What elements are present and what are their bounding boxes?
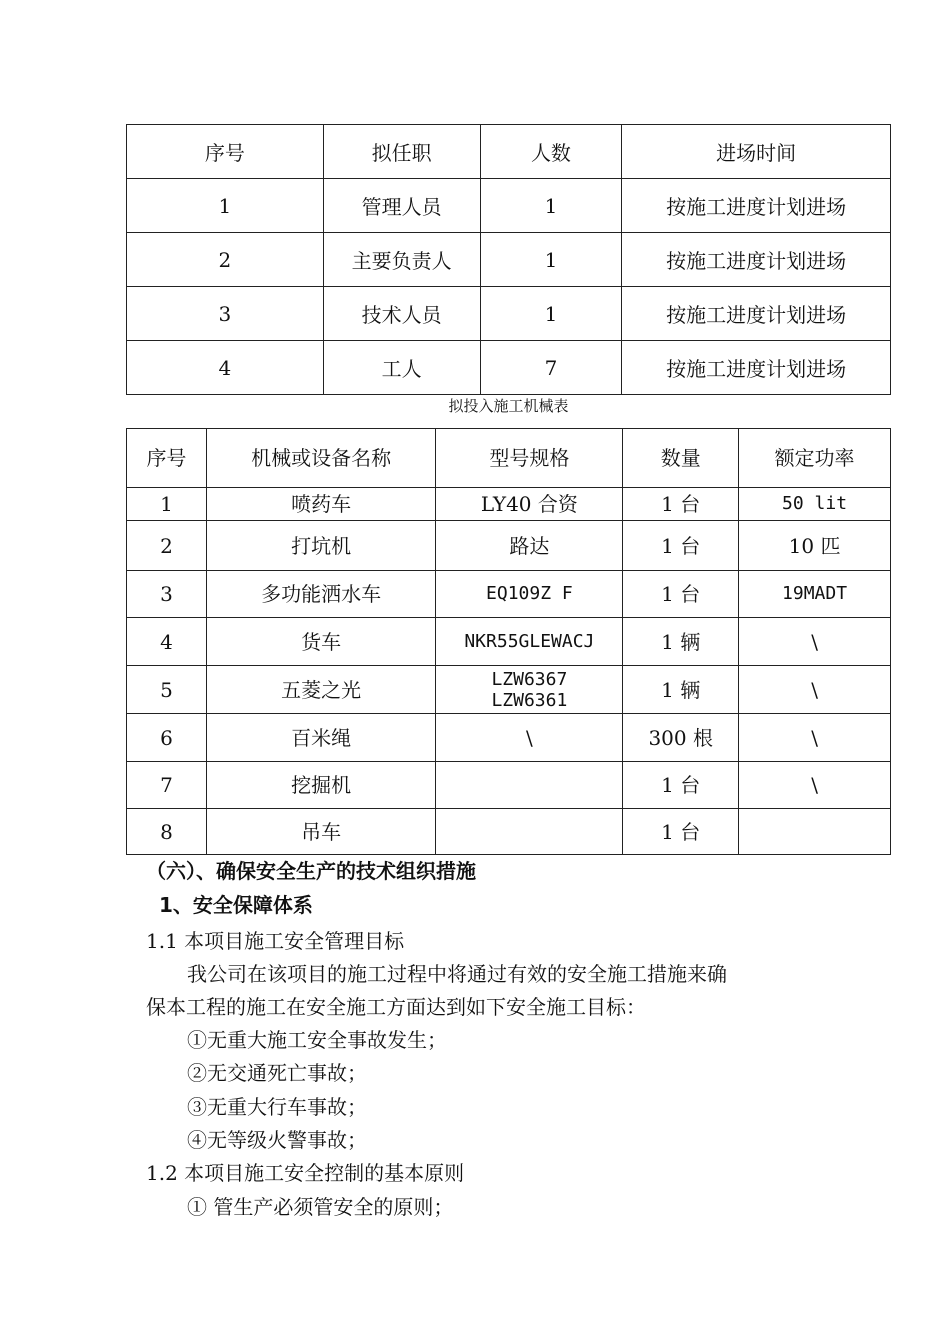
table-cell: 1: [480, 287, 622, 341]
table-cell: 1 辆: [623, 618, 739, 666]
table-cell: 19MADT: [739, 571, 891, 618]
machine-table: [126, 428, 891, 855]
staff-table-header-row: [127, 125, 891, 179]
paragraph-line: 保本工程的施工在安全施工方面达到如下安全施工目标：: [146, 995, 646, 1019]
table-cell: 工人: [323, 341, 480, 395]
table-row: [127, 714, 891, 762]
section-heading-6: （六）、确保安全生产的技术组织措施: [146, 859, 476, 883]
table-cell: 1: [480, 179, 622, 233]
table-cell: 1 台: [623, 809, 739, 855]
table-cell: \: [739, 714, 891, 762]
table-cell: 百米绳: [206, 714, 436, 762]
table-cell: 五菱之光: [206, 666, 436, 714]
table-cell: [436, 762, 623, 809]
table-cell: 多功能洒水车: [206, 571, 436, 618]
table-cell: 1: [480, 233, 622, 287]
table-cell: 300 根: [623, 714, 739, 762]
machine-header-cell: 机械或设备名称: [206, 429, 436, 488]
table-row: [127, 179, 891, 233]
table-cell: \: [739, 762, 891, 809]
table-row: [127, 287, 891, 341]
table-cell: 管理人员: [323, 179, 480, 233]
staff-header-cell: 序号: [127, 125, 324, 179]
subsection-heading-1-1: 1.1 本项目施工安全管理目标: [146, 929, 405, 953]
table-cell: 吊车: [206, 809, 436, 855]
table-cell: 按施工进度计划进场: [622, 179, 891, 233]
table-cell: 挖掘机: [206, 762, 436, 809]
machine-header-cell: 数量: [623, 429, 739, 488]
table-row: [127, 762, 891, 809]
table-cell: 4: [127, 341, 324, 395]
table-cell: 10 匹: [739, 521, 891, 571]
table-cell: 8: [127, 809, 207, 855]
table-cell: 1 台: [623, 571, 739, 618]
table-cell: 主要负责人: [323, 233, 480, 287]
table-cell: 6: [127, 714, 207, 762]
table-cell: \: [739, 618, 891, 666]
table-cell: [436, 809, 623, 855]
table-cell: 按施工进度计划进场: [622, 287, 891, 341]
table-cell: LZW6367 LZW6361: [436, 666, 623, 714]
table-cell: 打坑机: [206, 521, 436, 571]
machine-table-header-row: [127, 429, 891, 488]
machine-table-caption: 拟投入施工机械表: [448, 397, 569, 415]
table-cell: 2: [127, 521, 207, 571]
table-cell: 按施工进度计划进场: [622, 233, 891, 287]
table-cell: 路达: [436, 521, 623, 571]
table-cell: 1 台: [623, 488, 739, 521]
section-heading-1: 1、安全保障体系: [159, 893, 313, 917]
table-row: [127, 233, 891, 287]
table-row: [127, 666, 891, 714]
table-cell: 1 辆: [623, 666, 739, 714]
table-cell: 5: [127, 666, 207, 714]
table-cell: 1 台: [623, 762, 739, 809]
goal-item: ③无重大行车事故；: [187, 1095, 367, 1119]
machine-header-cell: 额定功率: [739, 429, 891, 488]
table-cell: 2: [127, 233, 324, 287]
table-row: [127, 521, 891, 571]
table-cell: 1 台: [623, 521, 739, 571]
table-cell: LY40 合资: [436, 488, 623, 521]
staff-table: [126, 124, 891, 395]
machine-header-cell: 型号规格: [436, 429, 623, 488]
table-row: [127, 488, 891, 521]
table-cell: EQ109Z F: [436, 571, 623, 618]
goal-item: ④无等级火警事故；: [187, 1128, 367, 1152]
table-row: [127, 341, 891, 395]
table-cell: 7: [480, 341, 622, 395]
goal-item: ①无重大施工安全事故发生；: [187, 1028, 447, 1052]
machine-header-cell: 序号: [127, 429, 207, 488]
table-row: [127, 571, 891, 618]
staff-header-cell: 拟任职: [323, 125, 480, 179]
table-cell: \: [436, 714, 623, 762]
staff-header-cell: 进场时间: [622, 125, 891, 179]
subsection-heading-1-2: 1.2 本项目施工安全控制的基本原则: [146, 1161, 465, 1185]
table-cell: NKR55GLEWACJ: [436, 618, 623, 666]
staff-header-cell: 人数: [480, 125, 622, 179]
table-cell: 喷药车: [206, 488, 436, 521]
table-cell: 50 lit: [739, 488, 891, 521]
goal-item: ②无交通死亡事故；: [187, 1061, 367, 1085]
table-cell: \: [739, 666, 891, 714]
table-cell: 1: [127, 488, 207, 521]
table-cell: 1: [127, 179, 324, 233]
principle-item: ① 管生产必须管安全的原则；: [187, 1195, 454, 1219]
table-cell: 3: [127, 571, 207, 618]
table-cell: [739, 809, 891, 855]
table-cell: 4: [127, 618, 207, 666]
table-cell: 按施工进度计划进场: [622, 341, 891, 395]
table-cell: 货车: [206, 618, 436, 666]
table-cell: 3: [127, 287, 324, 341]
table-cell: 技术人员: [323, 287, 480, 341]
paragraph-line: 我公司在该项目的施工过程中将通过有效的安全施工措施来确: [187, 962, 727, 986]
table-cell: 7: [127, 762, 207, 809]
table-row: [127, 618, 891, 666]
table-row: [127, 809, 891, 855]
